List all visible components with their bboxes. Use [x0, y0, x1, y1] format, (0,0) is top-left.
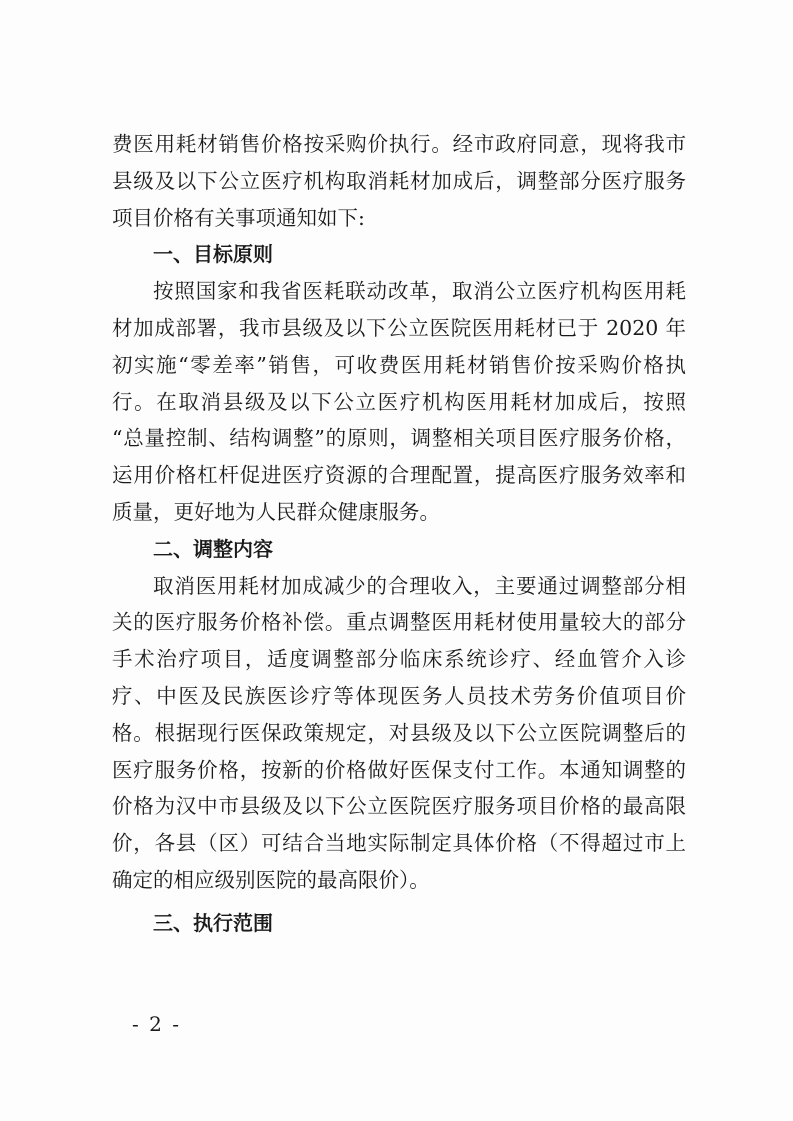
- body-line: 费医用耗材销售价格按采购价执行。经市政府同意，现将我市: [112, 132, 686, 156]
- body-line: 价，各县（区）可结合当地实际制定具体价格（不得超过市上: [112, 831, 686, 856]
- body-line: 价格为汉中市县级及以下公立医院医疗服务项目价格的最高限: [112, 794, 686, 819]
- body-line: 项目价格有关事项通知如下:: [112, 205, 365, 230]
- body-line: “总量控制、结构调整”的原则，调整相关项目医疗服务价格，: [112, 426, 686, 451]
- section-heading-objectives: 一、目标原则: [153, 242, 273, 267]
- body-line: 医疗服务价格，按新的价格做好医保支付工作。本通知调整的: [112, 757, 686, 782]
- body-line: 行。在取消县级及以下公立医疗机构医用耗材加成后，按照: [112, 389, 686, 414]
- body-line: 确定的相应级别医院的最高限价）。: [112, 867, 430, 892]
- body-line: 格。根据现行医保政策规定，对县级及以下公立医院调整后的: [112, 720, 686, 745]
- body-line: 质量，更好地为人民群众健康服务。: [112, 499, 440, 524]
- body-line: 关的医疗服务价格补偿。重点调整医用耗材使用量较大的部分: [112, 610, 686, 635]
- body-line: 初实施“零差率”销售，可收费医用耗材销售价按采购价格执: [112, 352, 686, 377]
- body-line: 疗、中医及民族医诊疗等体现医务人员技术劳务价值项目价: [112, 683, 686, 708]
- body-line: 手术治疗项目，适度调整部分临床系统诊疗、经血管介入诊: [112, 647, 686, 672]
- document-body: [112, 126, 686, 942]
- body-line: 按照国家和我省医耗联动改革，取消公立医疗机构医用耗: [153, 279, 686, 304]
- body-line: 县级及以下公立医疗机构取消耗材加成后，调整部分医疗服务: [112, 168, 686, 193]
- section-heading-adjustments: 二、调整内容: [153, 536, 273, 561]
- page-number: - 2 -: [132, 1012, 181, 1036]
- body-line: 材加成部署，我市县级及以下公立医院医用耗材已于 2020 年: [112, 315, 686, 340]
- body-line: 运用价格杠杆促进医疗资源的合理配置，提高医疗服务效率和: [112, 463, 686, 488]
- section-heading-scope: 三、执行范围: [153, 910, 273, 935]
- body-line: 取消医用耗材加成减少的合理收入，主要通过调整部分相: [153, 573, 686, 598]
